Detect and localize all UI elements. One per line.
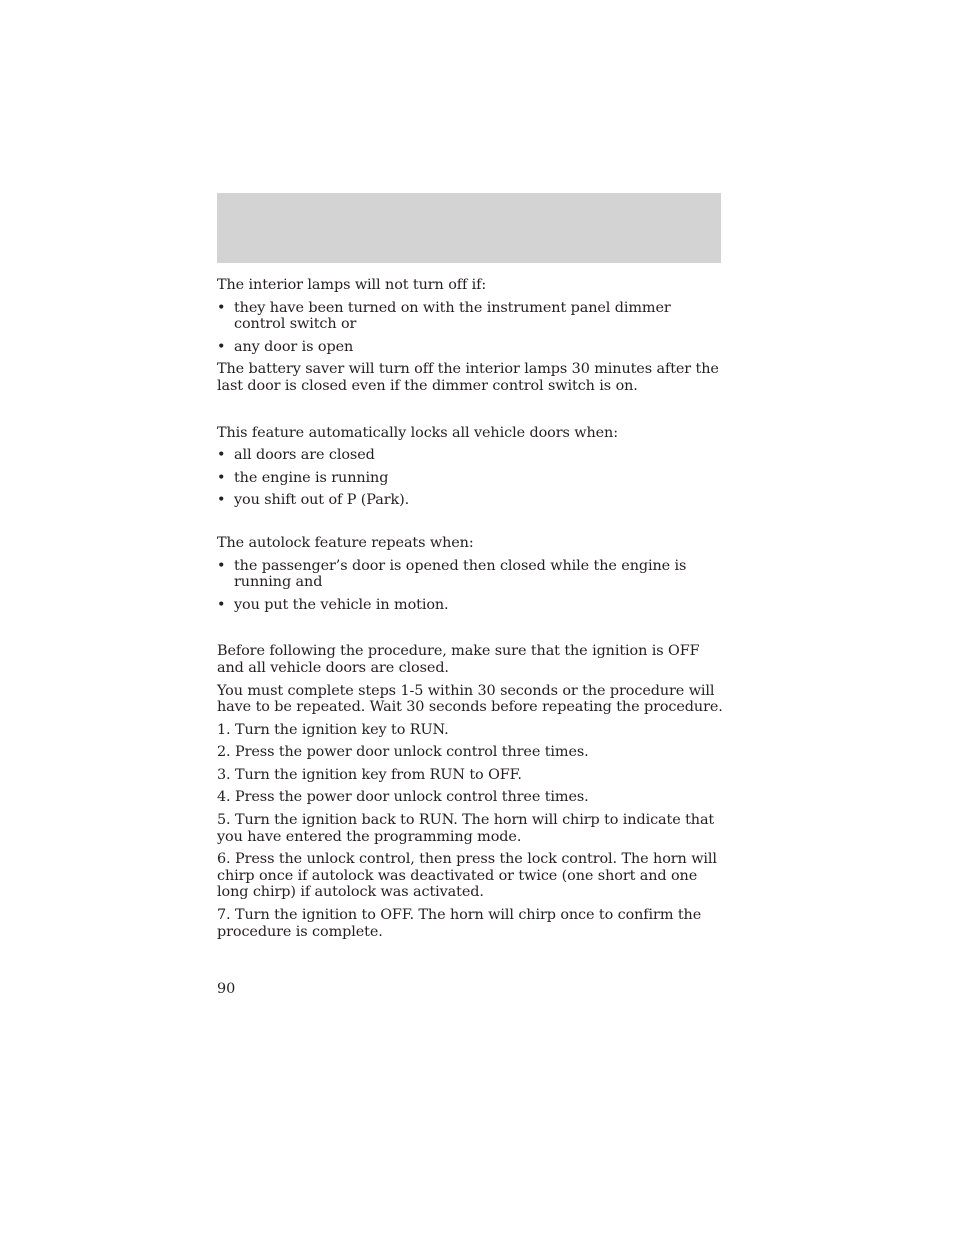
list-item: • all doors are closed bbox=[217, 447, 375, 464]
bullet-glyph: • bbox=[217, 557, 226, 574]
list-item: • you shift out of P (Park). bbox=[217, 492, 410, 509]
autolock-intro: This feature automatically locks all vehicle doors when: bbox=[217, 424, 618, 441]
procedure-step: 1. Turn the ignition key to RUN. bbox=[217, 721, 449, 738]
procedure-precondition: Before following the procedure, make sure that the ignition is OFF and all vehicle doors are closed. bbox=[217, 643, 700, 676]
list-item: • they have been turned on with the instrument panel dimmer control switch or bbox=[217, 299, 671, 333]
procedure-step: 2. Press the power door unlock control three times. bbox=[217, 744, 589, 761]
autolock-repeat-list bbox=[217, 558, 723, 614]
procedure-step: 4. Press the power door unlock control three times. bbox=[217, 789, 589, 806]
procedure-step: 3. Turn the ignition key from RUN to OFF. bbox=[217, 766, 522, 783]
procedure-timing-note: You must complete steps 1-5 within 30 seconds or the procedure will have to be repeated. Wait 30 seconds before repeating the procedure. bbox=[217, 682, 723, 716]
interior-lamps-intro: The interior lamps will not turn off if: bbox=[217, 277, 487, 293]
battery-saver-note: The battery saver will turn off the interior lamps 30 minutes after the last door is closed even if the dimmer control switch is on. bbox=[217, 361, 719, 394]
section-header-band bbox=[217, 193, 721, 263]
list-item: • any door is open bbox=[217, 338, 354, 355]
list-item: • you put the vehicle in motion. bbox=[217, 596, 449, 613]
bullet-glyph: • bbox=[217, 596, 226, 613]
procedure-step: 5. Turn the ignition back to RUN. The horn will chirp to indicate that you have entered the programming mode. bbox=[217, 812, 715, 845]
list-item: • the passenger’s door is opened then closed while the engine is running and bbox=[217, 557, 687, 591]
procedure-step: 7. Turn the ignition to OFF. The horn will chirp once to confirm the procedure is complete. bbox=[217, 907, 702, 940]
bullet-glyph: • bbox=[217, 469, 226, 486]
bullet-glyph: • bbox=[217, 299, 226, 316]
autolock-conditions-list bbox=[217, 447, 723, 509]
autolock-repeat-intro: The autolock feature repeats when: bbox=[217, 534, 474, 551]
bullet-glyph: • bbox=[217, 492, 226, 509]
bullet-glyph: • bbox=[217, 447, 226, 464]
page-number: 90 bbox=[217, 981, 236, 997]
interior-lamps-conditions-list bbox=[217, 300, 723, 356]
bullet-glyph: • bbox=[217, 338, 226, 355]
procedure-step: 6. Press the unlock control, then press the lock control. The horn will chirp once if autolock was deactivated or twice (one short and one long chirp) if autolock was activated. bbox=[217, 851, 717, 901]
page-content bbox=[217, 277, 723, 946]
list-item: • the engine is running bbox=[217, 469, 389, 486]
procedure-steps-list bbox=[217, 722, 723, 941]
